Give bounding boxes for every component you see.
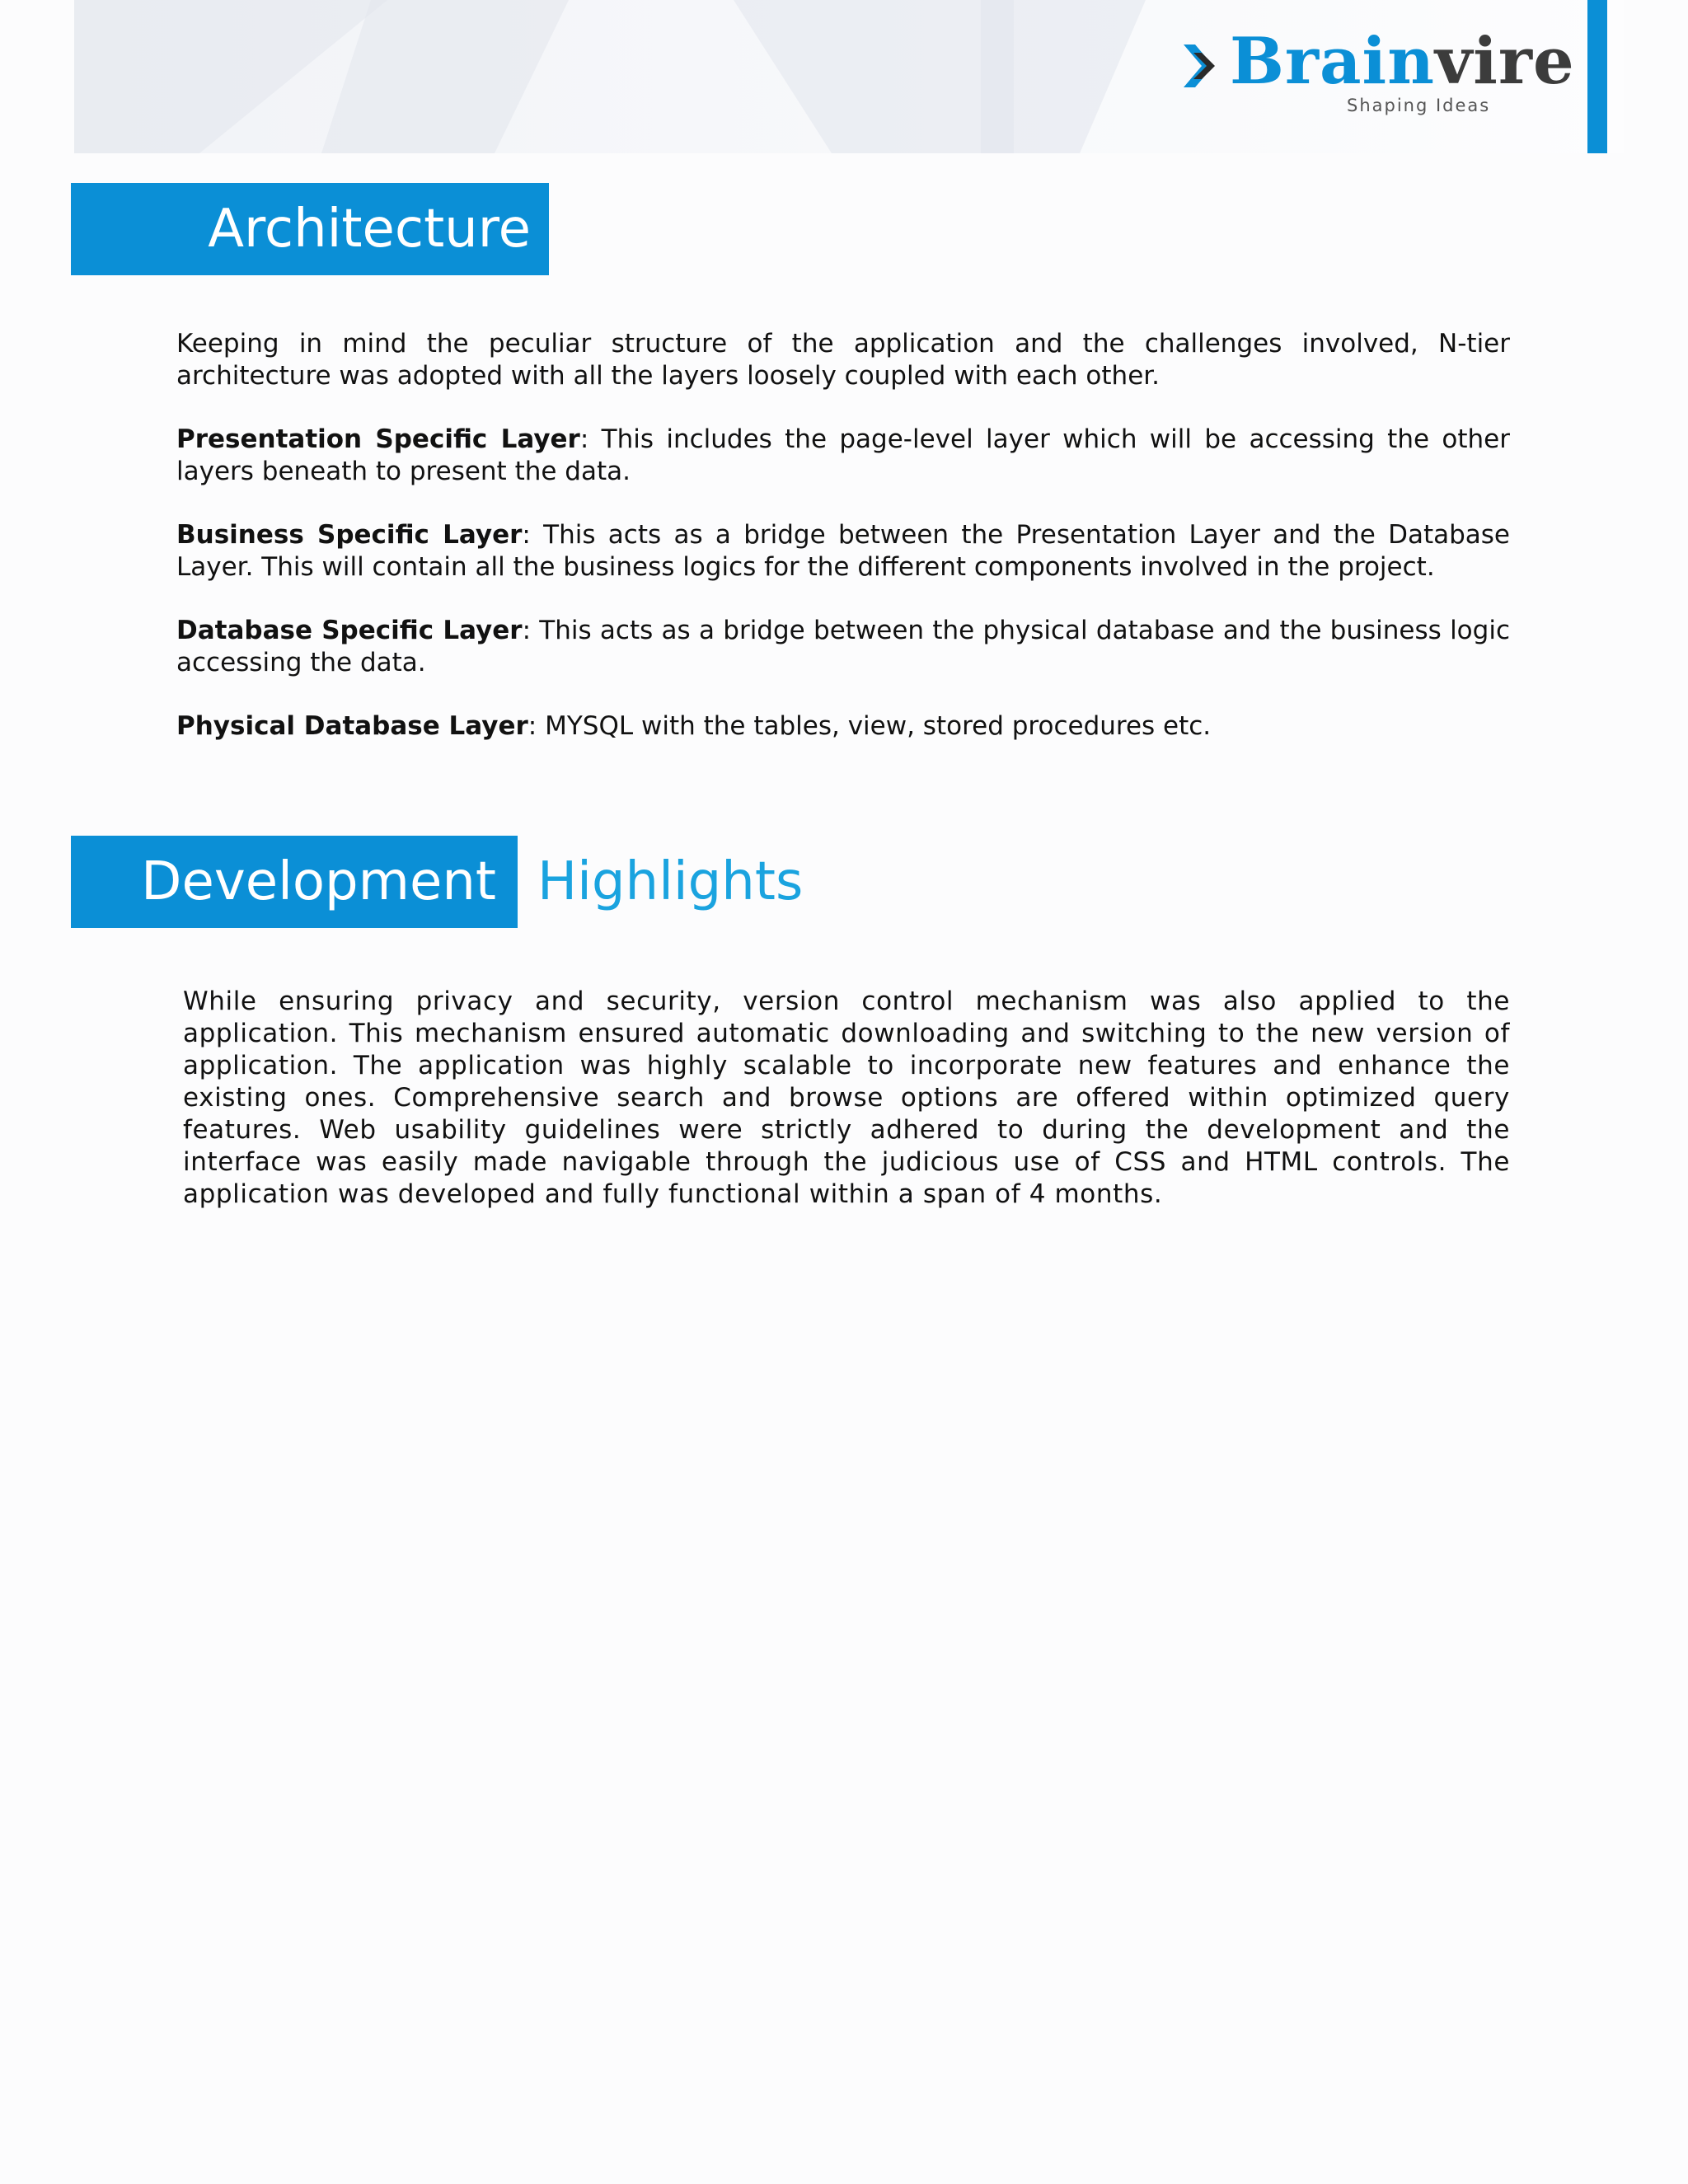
logo-word-part-b: vire (1434, 24, 1575, 99)
development-paragraph: While ensuring privacy and security, version control mechanism was also applied to the application. This mechanism ensured automatic downloading and switching to the new version of application. The application was highly scalable to incorporate new features and enhance the existing ones. Comprehensive search and browse options are offered within optimized query features. Web usability guidelines were strictly adhered to during the development and the interface was easily made navigable through the judicious use of CSS and HTML controls. The application was developed and fully functional within a span of 4 months. (183, 987, 1510, 1209)
layer-description: : This acts as a bridge between the physical database and the business logic accessing the data. (176, 616, 1510, 677)
layer-description: : This includes the page-level layer which will be accessing the other layers beneath to present the data. (176, 424, 1510, 486)
layer-description: : This acts as a bridge between the Presentation Layer and the Database Layer. This will contain all the business logics for the different components involved in the project. (176, 520, 1510, 582)
architecture-heading (71, 183, 549, 275)
logo-wordmark (1230, 25, 1575, 99)
heading-box (71, 836, 518, 928)
header-accent-bar (1587, 0, 1607, 153)
layer-name: Physical Database Layer (176, 711, 528, 741)
heading-box (71, 183, 549, 275)
development-body (183, 986, 1510, 1242)
highlights-heading-text: Highlights (537, 851, 804, 912)
architecture-intro: Keeping in mind the peculiar structure of the application and the challenges involved, N-tier architecture was adopted with all the layers loosely coupled with each other. (176, 329, 1510, 391)
layer-name: Presentation Specific Layer (176, 424, 580, 454)
logo-tagline: Shaping Ideas (1347, 96, 1491, 115)
layer-paragraph (176, 519, 1510, 583)
layer-name: Business Specific Layer (176, 520, 523, 550)
development-highlights-heading (71, 836, 803, 928)
chevron-logo-icon (1182, 41, 1223, 91)
architecture-heading-text: Architecture (208, 199, 531, 260)
brand-logo (1182, 24, 1575, 120)
layer-paragraph (176, 615, 1510, 679)
layer-name: Database Specific Layer (176, 616, 523, 645)
banner-facet (981, 0, 1146, 153)
layer-description: : MYSQL with the tables, view, stored procedures etc. (528, 711, 1212, 741)
architecture-body (176, 328, 1510, 774)
layer-paragraph (176, 424, 1510, 488)
development-heading-text: Development (141, 851, 496, 912)
layer-paragraph (176, 710, 1510, 743)
banner-facet (734, 0, 1014, 153)
logo-word-part-a: Brain (1230, 24, 1435, 99)
